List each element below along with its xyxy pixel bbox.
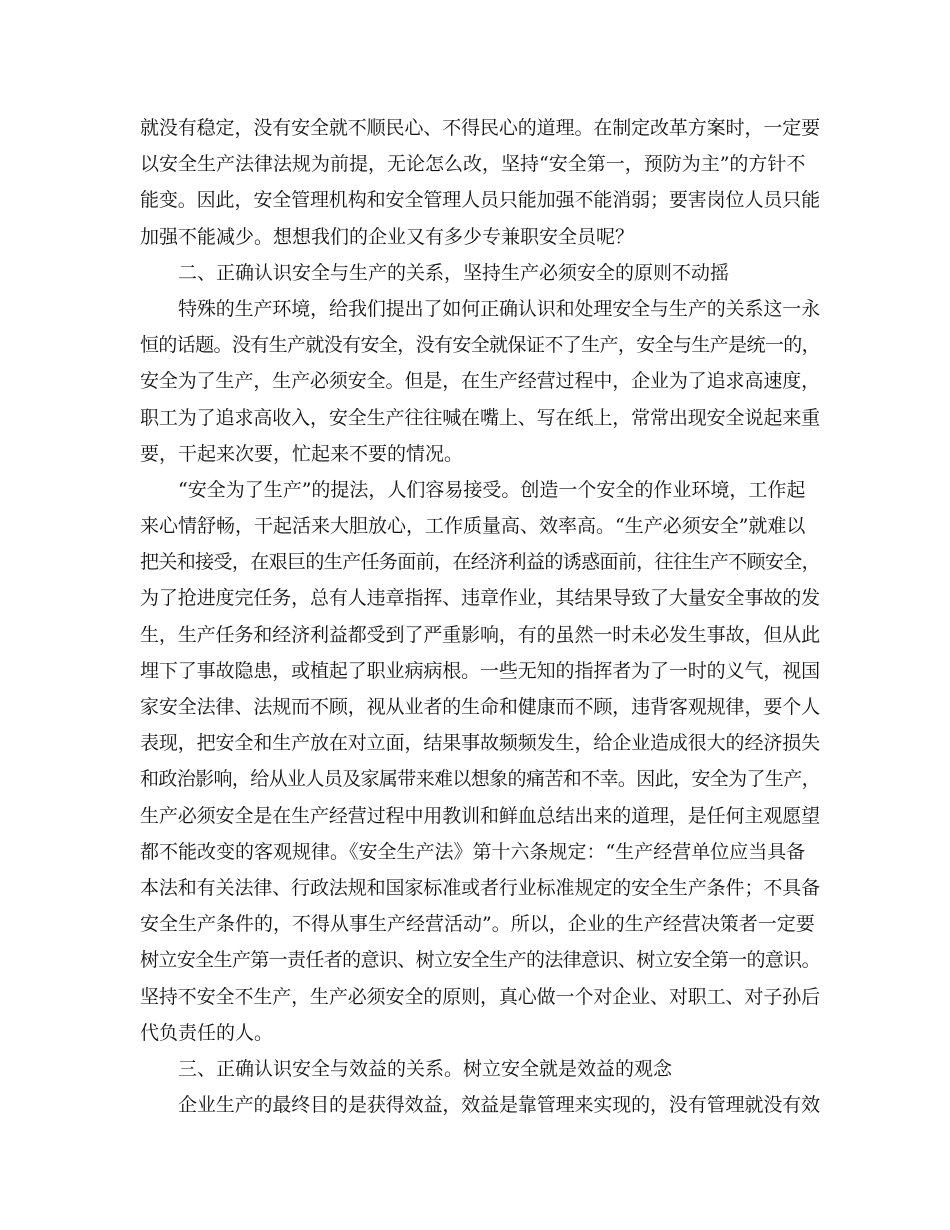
text-line: “安全为了生产”的提法，人们容易接受。创造一个安全的作业环境，工作起 bbox=[178, 478, 806, 501]
text-line: 家安全法律、法规而不顾，视从业者的生命和健康而不顾，违背客观规律，要个人 bbox=[140, 696, 821, 718]
text-line: 都不能改变的客观规律。《安全生产法》第十六条规定：“生产经营单位应当具备 bbox=[140, 840, 806, 863]
text-line: 二、正确认识安全与生产的关系，坚持生产必须安全的原则不动摇 bbox=[178, 261, 730, 284]
text-line: 恒的话题。没有生产就没有安全，没有安全就保证不了生产，安全与生产是统一的， bbox=[140, 334, 820, 357]
text-line: 特殊的生产环境，给我们提出了如何正确认识和处理安全与生产的关系这一永 bbox=[178, 297, 820, 320]
text-line: 职工为了追求高收入，安全生产往往喊在嘴上、写在纸上，常常出现安全说起来重 bbox=[140, 406, 821, 429]
text-line: 代负责任的人。 bbox=[140, 1021, 274, 1044]
text-line: 坚持不安全不生产，生产必须安全的原则，真心做一个对企业、对职工、对子孙后 bbox=[140, 985, 821, 1008]
text-line: 生产必须安全是在生产经营过程中用教训和鲜血总结出来的道理，是任何主观愿望 bbox=[140, 804, 821, 827]
text-line: 就没有稳定，没有安全就不顺民心、不得民心的道理。在制定改革方案时，一定要 bbox=[140, 117, 821, 139]
text-line: 企业生产的最终目的是获得效益，效益是靠管理来实现的，没有管理就没有效 bbox=[178, 1094, 820, 1117]
text-line: 能变。因此，安全管理机构和安全管理人员只能加强不能消弱；要害岗位人员只能 bbox=[140, 189, 821, 212]
text-line: 和政治影响，给从业人员及家属带来难以想象的痛苦和不幸。因此，安全为了生产， bbox=[140, 768, 820, 791]
document-body bbox=[140, 110, 820, 1123]
text-line: 安全生产条件的，不得从事生产经营活动”。所以，企业的生产经营决策者一定要 bbox=[140, 913, 815, 936]
text-line: 本法和有关法律、行政法规和国家标准或者行业标准规定的安全生产条件；不具备 bbox=[140, 876, 821, 899]
text-line: 以安全生产法律法规为前提，无论怎么改，坚持“安全第一，预防为主”的方针不 bbox=[140, 153, 806, 176]
text-line: 三、正确认识安全与效益的关系。树立安全就是效益的观念 bbox=[178, 1057, 673, 1080]
text-line: 生，生产任务和经济利益都受到了严重影响，有的虽然一时未必发生事故，但从此 bbox=[140, 623, 821, 646]
text-line: 埋下了事故隐患，或植起了职业病病根。一些无知的指挥者为了一时的义气，视国 bbox=[140, 659, 821, 682]
text-line: 来心情舒畅，干起活来大胆放心，工作质量高、效率高。“生产必须安全”就难以 bbox=[140, 515, 806, 538]
text-line: 为了抢进度完任务，总有人违章指挥、违章作业，其结果导致了大量安全事故的发 bbox=[140, 587, 821, 610]
text-line: 表现，把安全和生产放在对立面，结果事故频频发生，给企业造成很大的经济损失 bbox=[140, 732, 821, 755]
text-line: 树立安全生产第一责任者的意识、树立安全生产的法律意识、树立安全第一的意识。 bbox=[140, 949, 820, 972]
text-line: 要，干起来次要，忙起来不要的情况。 bbox=[140, 442, 464, 465]
text-line: 把关和接受，在艰巨的生产任务面前，在经济利益的诱惑面前，往往生产不顾安全， bbox=[140, 551, 820, 574]
text-line: 安全为了生产，生产必须安全。但是，在生产经营过程中，企业为了追求高速度， bbox=[140, 370, 821, 393]
text-line: 加强不能减少。想想我们的企业又有多少专兼职安全员呢？ bbox=[140, 225, 635, 248]
